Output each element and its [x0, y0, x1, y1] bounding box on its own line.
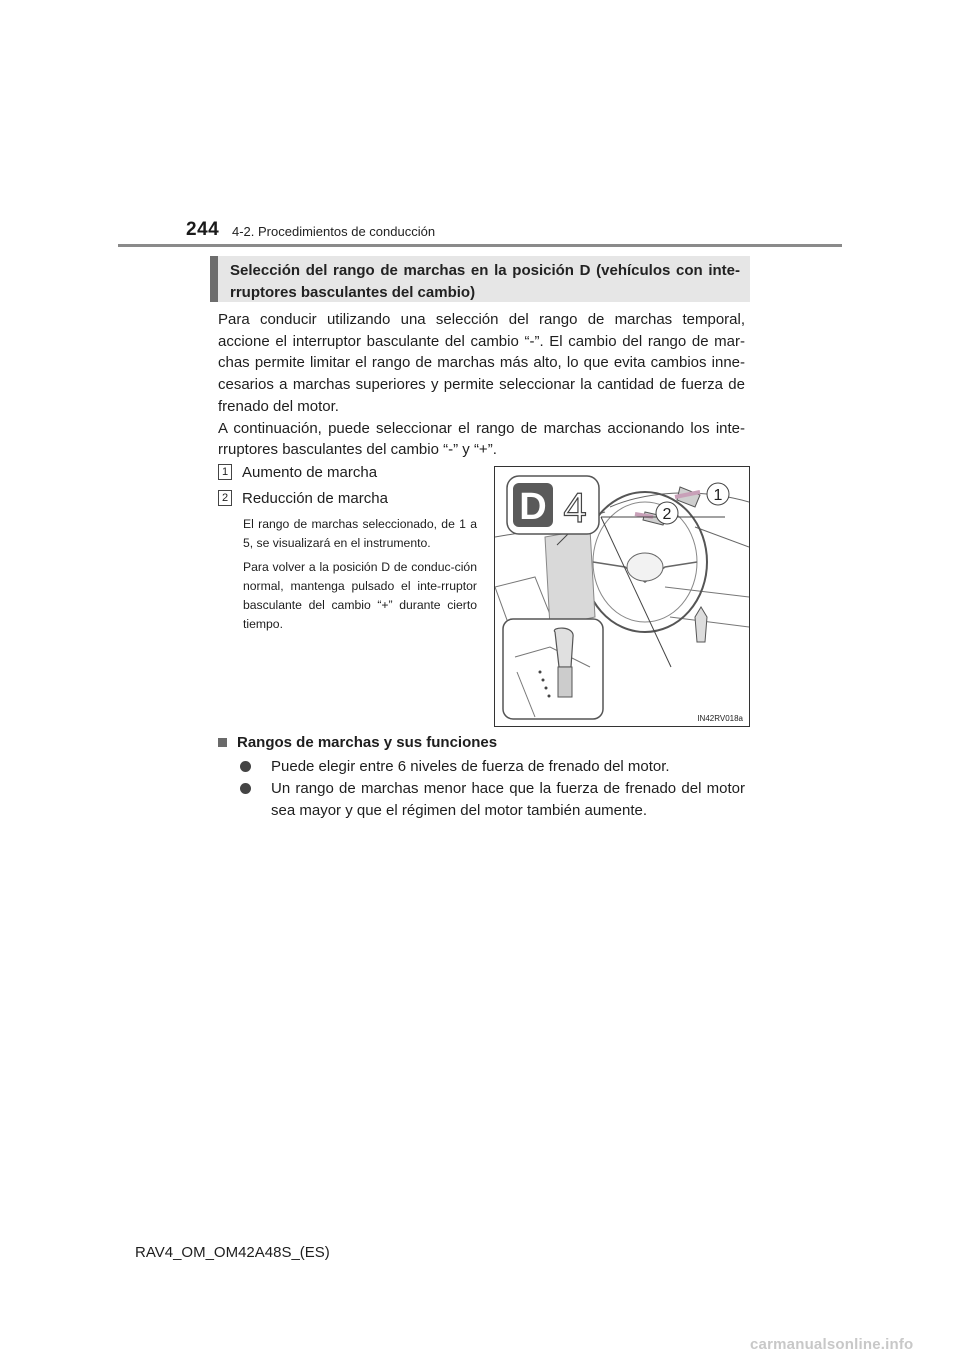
callout-2: 2: [662, 506, 672, 523]
display-letter: D: [519, 486, 547, 528]
note-range-display: El rango de marchas seleccionado, de 1 a 5, se visualizará en el instrumento.: [243, 517, 477, 550]
watermark: carmanualsonline.info: [750, 1336, 914, 1353]
callout-1: 1: [713, 487, 723, 504]
document-code: RAV4_OM_OM42A48S_(ES): [135, 1244, 330, 1261]
subsection-title: Rangos de marchas y sus funciones: [237, 734, 498, 751]
square-bullet-icon: [218, 738, 227, 747]
number-2-icon: 2: [218, 490, 232, 506]
intro-text: [218, 309, 745, 461]
bullet-item: [240, 778, 745, 821]
note-return-to-d: Para volver a la posición D de conduc-ción normal, mantenga pulsado el inte-rruptor basculante del cambio “+” durante cierto tiempo.: [243, 560, 477, 631]
number-1-icon: 1: [218, 464, 232, 480]
section-title: 4-2. Procedimientos de conducción: [232, 224, 436, 239]
figure-drawing: [495, 467, 749, 726]
header-divider: [118, 244, 842, 247]
item-label: Aumento de marcha: [242, 463, 378, 481]
figure-code: IN42RV018a: [697, 714, 743, 723]
display-gear: 4: [563, 484, 587, 531]
bullet-dot-icon: [240, 783, 251, 794]
bullet-text: Puede elegir entre 6 niveles de fuerza de frenado del motor.: [271, 758, 670, 775]
bullet-dot-icon: [240, 761, 251, 772]
item-downshift: [218, 487, 388, 509]
page-number: 244: [186, 219, 220, 240]
bullet-text: Un rango de marchas menor hace que la fuerza de frenado del motor sea mayor y que el régimen del motor también aumente.: [271, 780, 745, 819]
item-upshift: [218, 461, 377, 483]
intro-paragraph-1: Para conducir utilizando una selección del rango de marchas temporal, accione el interruptor basculante del cambio “-”. El cambio del rango de mar-chas permite limitar el rango de marchas más alto, lo que evita cambios inne-cesarios a marchas superiores y permite seleccionar la cantidad de fuerza de frenado del motor.: [218, 311, 745, 415]
item-label: Reducción de marcha: [242, 489, 388, 507]
paddle-shift-illustration: [494, 466, 750, 727]
subsection-heading: [218, 734, 497, 751]
section-heading: Selección del rango de marchas en la posición D (vehículos con inte-rruptores basculantes del cambio): [210, 256, 750, 302]
intro-paragraph-2: A continuación, puede seleccionar el rango de marchas accionando los inte-rruptores basculantes del cambio “-” y “+”.: [218, 419, 745, 459]
bullet-item: [240, 756, 745, 778]
